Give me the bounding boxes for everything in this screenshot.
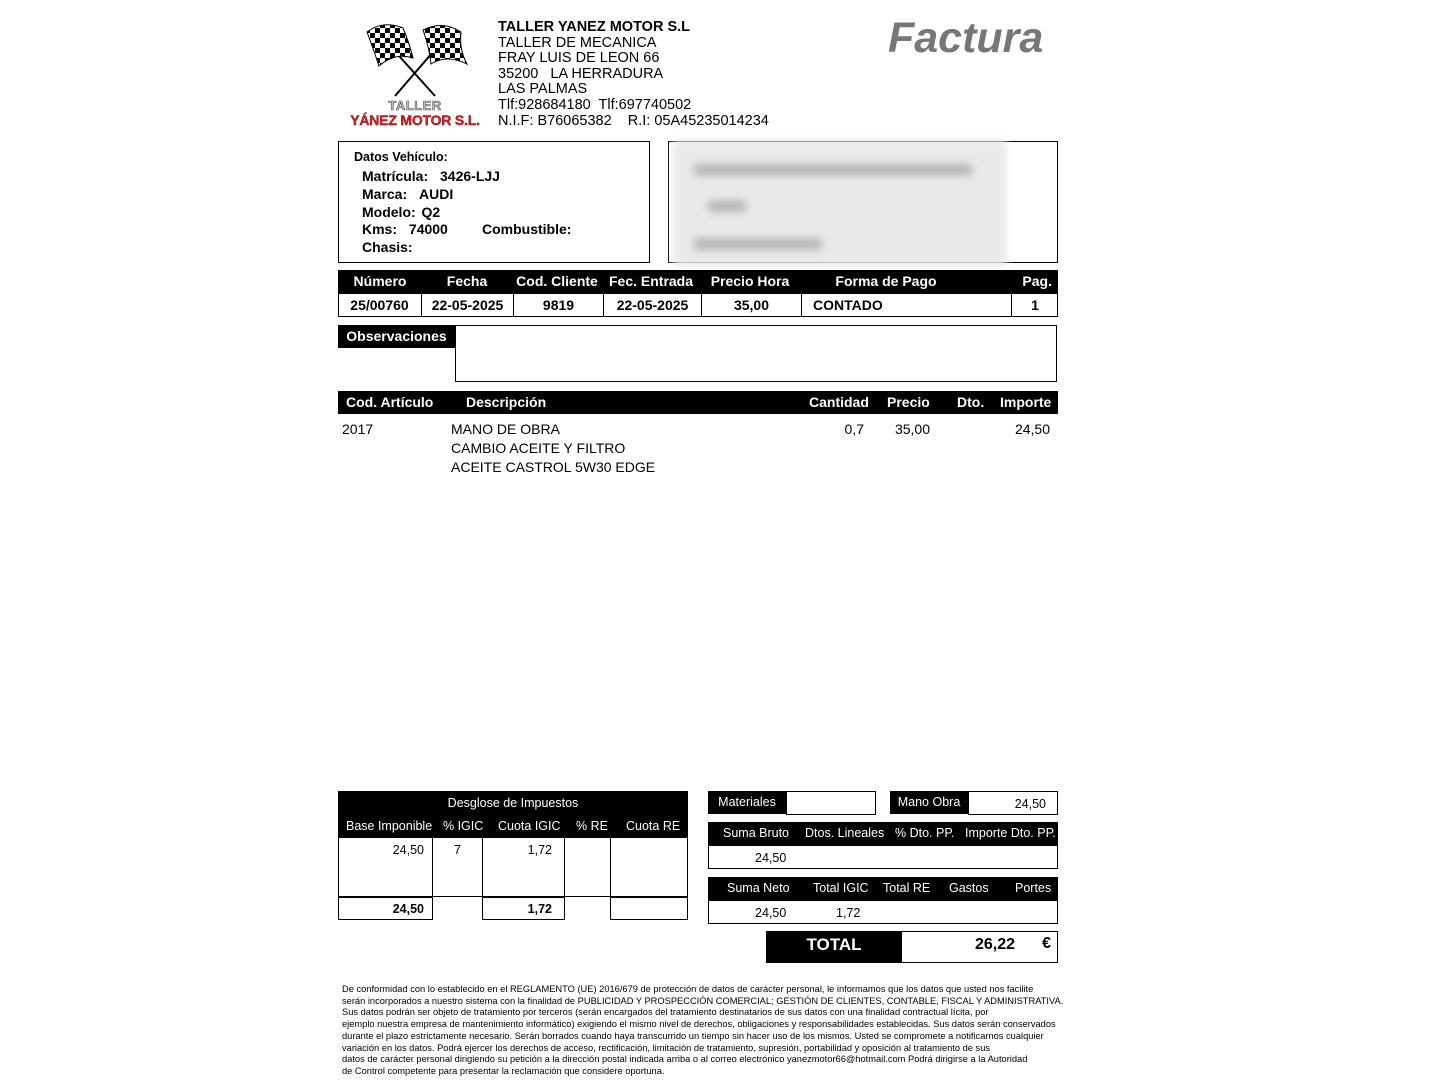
logo-text-taller: TALLER — [388, 98, 442, 113]
line-importe: 24,50 — [1014, 421, 1050, 437]
vehicle-modelo-row — [362, 204, 440, 220]
modelo-value: Q2 — [421, 204, 441, 220]
tax-col-igic: % IGIC — [443, 819, 484, 833]
company-address: FRAY LUIS DE LEON 66 — [498, 50, 660, 67]
legal-line: variación en los datos. Podrá ejercer los derechos de acceso, rectificación, limitación de tratamiento, supresión, portabilidad y oposición al tratamiento de sus — [342, 1042, 991, 1053]
summary-row1-values — [708, 845, 1058, 869]
col-precio-hora: Precio Hora — [700, 270, 800, 293]
col-fecha: Fecha — [422, 270, 512, 293]
line-desc-3: ACEITE CASTROL 5W30 EDGE — [451, 459, 656, 475]
observaciones-label: Observaciones — [338, 325, 455, 348]
summary-row2-header — [708, 877, 1058, 900]
val-forma-pago: CONTADO — [802, 294, 1012, 316]
total-igic-value: 1,72 — [836, 906, 861, 920]
company-province: LAS PALMAS — [498, 81, 588, 98]
mano-obra-label: Mano Obra — [890, 791, 968, 814]
lines-col-importe: Importe — [1000, 394, 1052, 410]
company-activity: TALLER DE MECANICA — [498, 34, 657, 51]
col-fec-entrada: Fec. Entrada — [602, 270, 700, 293]
tax-cuota-re-value — [610, 837, 688, 897]
legal-line: ejemplo nuestra empresa de mantenimiento informático) exigiendo el mismo nivel de derechos, obligaciones y responsabilidades establecidas. Sus datos serán conservados — [342, 1019, 1056, 1030]
lines-col-cantidad: Cantidad — [809, 394, 869, 410]
tax-igic-value: 7 — [432, 837, 483, 897]
materiales-value — [786, 791, 876, 815]
client-data-box — [668, 141, 1058, 263]
legal-line: serán incorporados a nuestro sistema con la finalidad de PUBLICIDAD Y PROSPECCIÓN COMERCIAL; GESTIÓN DE CLIENTES, CONTABLE, FISCAL Y ADMINISTRATIVA. — [342, 995, 1064, 1006]
line-desc-1: MANO DE OBRA — [451, 421, 560, 437]
company-logo — [345, 18, 485, 126]
val-pag: 1 — [1031, 297, 1039, 313]
tax-base-total: 24,50 — [338, 897, 433, 920]
document-title: Factura — [888, 14, 1044, 62]
tax-breakdown — [338, 791, 688, 919]
summary-row2-values — [708, 900, 1058, 924]
val-cod-cliente: 9819 — [514, 294, 604, 316]
total-re-label: Total RE — [883, 881, 931, 895]
company-nif: N.I.F: B76065382 R.I: 05A45235014234 — [498, 112, 769, 129]
vehicle-matricula-row — [362, 168, 500, 184]
gastos-label: Gastos — [949, 881, 989, 895]
line-precio: 35,00 — [894, 421, 930, 437]
legal-line: De conformidad con lo establecido en el REGLAMENTO (UE) 2016/679 de protección de datos de carácter personal, le informamos que los datos que usted nos facilite — [342, 984, 1034, 994]
total-box — [902, 931, 1058, 963]
company-city: 35200 LA HERRADURA — [498, 65, 664, 82]
kms-value: 74000 — [408, 221, 448, 237]
suma-neto-label: Suma Neto — [727, 881, 790, 895]
col-numero: Número — [338, 270, 422, 293]
tax-title: Desglose de Impuestos — [447, 796, 579, 810]
val-numero: 25/00760 — [338, 294, 422, 316]
checkered-flags-icon — [345, 18, 485, 100]
kms-label: Kms: — [362, 221, 398, 237]
tax-col-cuota-re: Cuota RE — [626, 819, 681, 833]
tax-col-cuota-igic: Cuota IGIC — [498, 819, 561, 833]
modelo-label: Modelo: — [362, 204, 416, 220]
summary-row1-header — [708, 822, 1058, 845]
dto-pp-label: % Dto. PP. — [895, 826, 955, 840]
total-igic-label: Total IGIC — [813, 881, 869, 895]
total-label: TOTAL — [766, 931, 902, 963]
lines-header — [338, 391, 1058, 414]
line-desc-2: CAMBIO ACEITE Y FILTRO — [451, 440, 626, 456]
val-precio-hora: 35,00 — [702, 294, 802, 316]
mano-obra-value: 24,50 — [968, 791, 1058, 815]
col-pag: Pag. — [972, 270, 1058, 293]
suma-bruto-label: Suma Bruto — [723, 826, 790, 840]
tax-cuota-igic-value: 1,72 — [482, 837, 565, 897]
col-forma-pago: Forma de Pago — [800, 270, 972, 293]
portes-label: Portes — [1015, 881, 1052, 895]
observaciones-box — [455, 325, 1057, 382]
lines-col-precio: Precio — [887, 394, 930, 410]
matricula-label: Matrícula: — [362, 168, 429, 184]
marca-label: Marca: — [362, 186, 408, 202]
val-fec-entrada: 22-05-2025 — [604, 294, 702, 316]
tax-re-value — [564, 837, 611, 897]
lines-col-dto: Dto. — [957, 394, 985, 410]
marca-value: AUDI — [419, 186, 454, 202]
suma-bruto-value: 24,50 — [755, 851, 787, 865]
dtos-lineales-label: Dtos. Lineales — [805, 826, 885, 840]
company-name: TALLER YANEZ MOTOR S.L — [498, 19, 691, 35]
vehicle-kms-row — [362, 221, 572, 237]
currency-symbol: € — [1042, 935, 1051, 952]
combustible-label: Combustible: — [482, 221, 572, 237]
legal-line: de Control competente para presentar la reclamación que considere oportuna. — [342, 1065, 665, 1076]
tax-base-value: 24,50 — [338, 837, 433, 897]
tax-cuota-re-total — [610, 897, 688, 920]
val-fecha: 22-05-2025 — [422, 294, 514, 316]
redacted-client-data — [673, 140, 1007, 266]
vehicle-data-box — [338, 141, 650, 263]
tax-col-re: % RE — [576, 819, 608, 833]
total-value: 26,22 — [974, 936, 1015, 953]
suma-neto-value: 24,50 — [755, 906, 787, 920]
company-phones: Tlf:928684180 Tlf:697740502 — [498, 96, 692, 113]
chasis-label: Chasis: — [362, 239, 413, 255]
line-cantidad: 0,7 — [844, 421, 864, 437]
materiales-label: Materiales — [708, 791, 786, 814]
lines-col-cod: Cod. Artículo — [346, 394, 434, 410]
legal-line: Sus datos podrán ser objeto de tratamiento por terceros (serán encargados del tratamiento destinatarios de sus datos con una finalidad contractual lícita, por — [342, 1007, 989, 1018]
importe-dto-pp-label: Importe Dto. PP. — [965, 826, 1056, 840]
tax-col-base: Base Imponible — [346, 819, 433, 833]
col-cod-cliente: Cod. Cliente — [512, 270, 602, 293]
legal-notice — [342, 984, 1102, 1078]
line-code: 2017 — [342, 421, 374, 437]
company-info — [498, 20, 769, 129]
legal-line: durante el plazo estrictamente necesario. Serán borrados cuando haya transcurrido un tiempo sin hacer uso de los mismos. Usted se compromete a notificarnos cualquier — [342, 1030, 1044, 1041]
legal-line: datos de carácter personal dirigiendo su petición a la dirección postal indicada arriba o al correo electrónico yanezmotor66@hotmail.com Podrá dirigirse a la Autoridad — [342, 1054, 1028, 1065]
lines-col-desc: Descripción — [466, 394, 547, 410]
logo-text-name: YÁNEZ MOTOR S.L. — [350, 112, 480, 128]
matricula-value: 3426-LJJ — [440, 168, 500, 184]
vehicle-marca-row — [362, 186, 453, 202]
vehicle-header: Datos Vehículo: — [354, 150, 448, 164]
tax-cuota-igic-total: 1,72 — [482, 897, 565, 920]
